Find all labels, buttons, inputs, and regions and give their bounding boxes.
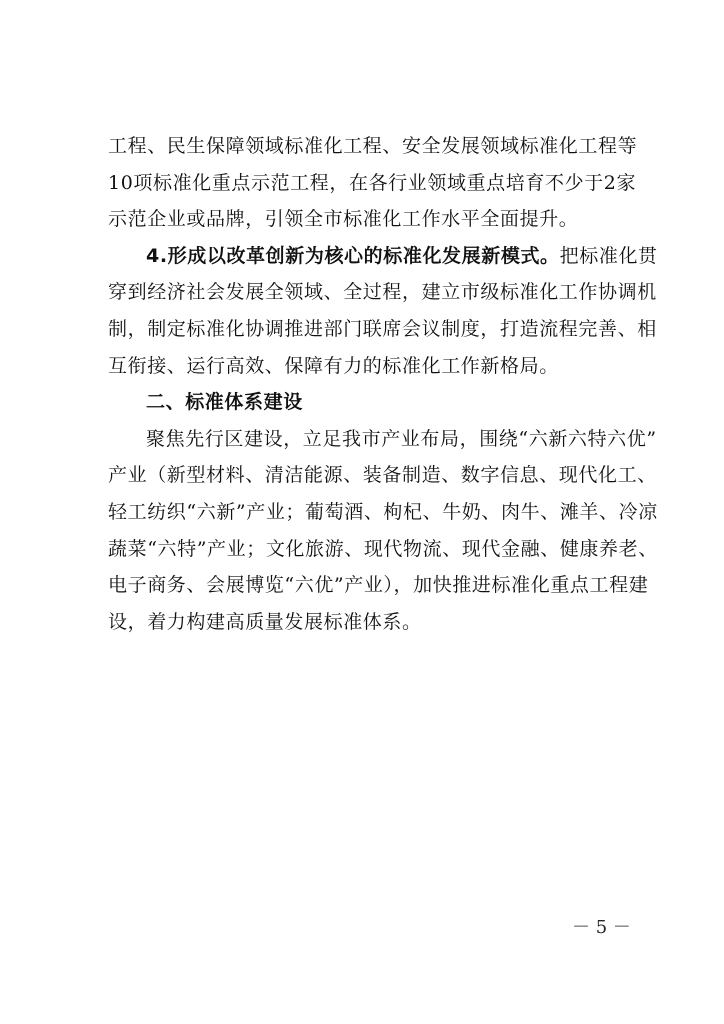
body-text <box>108 128 658 640</box>
paragraph-line: 电子商务、会展博览“六优”产业），加快推进标准化重点工程建 <box>108 574 649 597</box>
paragraph-line: 示范企业或品牌，引领全市标准化工作水平全面提升。 <box>108 208 579 231</box>
paragraph-line: 轻工纺织“六新”产业；葡萄酒、枸杞、牛奶、肉牛、滩羊、冷凉 <box>108 500 658 523</box>
paragraph-line: 工程、民生保障领域标准化工程、安全发展领域标准化工程等 <box>108 135 638 157</box>
paragraph-line: 设，着力构建高质量发展标准体系。 <box>108 610 422 633</box>
paragraph-line: 制，制定标准化协调推进部门联席会议制度，打造流程完善、相 <box>108 317 657 340</box>
paragraph-line: 蔬菜“六特”产业；文化旅游、现代物流、现代金融、健康养老、 <box>108 537 658 560</box>
paragraph-line: 穿到经济社会发展全领域、全过程，建立市级标准化工作协调机 <box>108 281 657 304</box>
page-number: － 5 － <box>572 917 631 938</box>
paragraph-line: 互衔接、运行高效、保障有力的标准化工作新格局。 <box>108 354 559 377</box>
paragraph-line: 10项标准化重点示范工程，在各行业领域重点培育不少于2家 <box>108 171 637 194</box>
paragraph-line: 产业（新型材料、清洁能源、装备制造、数字信息、现代化工、 <box>108 464 657 487</box>
section-heading: 二、标准体系建设 <box>146 391 303 414</box>
paragraph-line <box>108 238 658 275</box>
paragraph-line: 聚焦先行区建设，立足我市产业布局，围绕“六新六特六优” <box>146 427 657 450</box>
bold-lead-sentence: 4.形成以改革创新为核心的标准化发展新模式。 <box>146 244 560 267</box>
lead-rest-text: 把标准化贯 <box>559 244 658 267</box>
